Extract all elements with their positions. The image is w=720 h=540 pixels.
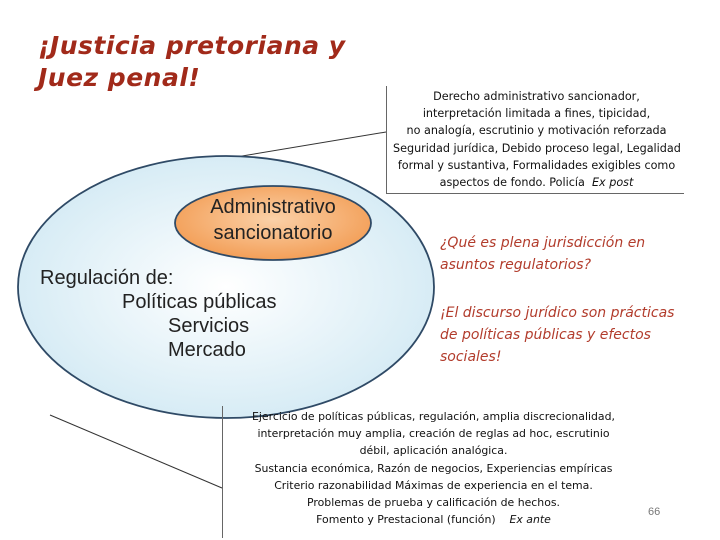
top-callout-box xyxy=(386,86,684,194)
regulacion-item-mercado: Mercado xyxy=(168,339,246,361)
top-box-line-3: no analogía, escrutinio y motivación reforzada xyxy=(406,124,667,138)
slide-title xyxy=(38,30,398,94)
question2-line-2: de políticas públicas y efectos xyxy=(440,327,651,343)
bottom-box-ex-ante: Ex ante xyxy=(509,513,551,527)
question1-line-1: ¿Qué es plena jurisdicción en xyxy=(440,235,646,251)
connector-top xyxy=(230,132,386,158)
bottom-box-line-5: Criterio razonabilidad Máximas de experiencia en el tema. xyxy=(274,478,593,492)
regulacion-block xyxy=(40,266,330,362)
top-box-last-text: aspectos de fondo. Policía xyxy=(439,176,585,190)
question1-line-2: asuntos regulatorios? xyxy=(440,257,592,273)
regulacion-item-politicas: Políticas públicas xyxy=(122,291,277,313)
inner-label-line-1: Administrativo xyxy=(210,196,336,218)
page-number: 66 xyxy=(648,506,661,518)
bottom-callout-box xyxy=(222,406,640,538)
regulacion-item-servicios: Servicios xyxy=(168,315,250,337)
question-jurisdiccion xyxy=(440,232,720,276)
question2-line-1: ¡El discurso jurídico son prácticas xyxy=(440,305,675,321)
top-box-ex-post: Ex post xyxy=(591,176,634,190)
top-box-line-4: Seguridad jurídica, Debido proceso legal, Legalidad xyxy=(393,141,681,155)
question2-line-3: sociales! xyxy=(440,349,502,365)
statement-discurso xyxy=(440,302,720,368)
top-box-line-2: interpretación limitada a fines, tipicidad, xyxy=(422,107,651,121)
bottom-box-line-1: Ejercicio de políticas públicas, regulación, amplia discrecionalidad, xyxy=(252,410,615,423)
bottom-box-line-2: interpretación muy amplia, creación de reglas ad hoc, escrutinio xyxy=(257,427,610,441)
title-line-2: Juez penal! xyxy=(38,63,201,92)
inner-label-line-2: sancionatorio xyxy=(213,222,333,244)
regulacion-heading: Regulación de: xyxy=(40,267,174,289)
bottom-box-line-4: Sustancia económica, Razón de negocios, Experiencias empíricas xyxy=(254,461,613,475)
bottom-box-line-3: débil, aplicación analógica. xyxy=(359,444,508,458)
top-box-line-5: formal y sustantiva, Formalidades exigibles como xyxy=(397,158,676,172)
bottom-box-last-text: Fomento y Prestacional (función) xyxy=(316,513,496,527)
bottom-box-line-7 xyxy=(227,511,640,528)
top-box-line-6 xyxy=(393,174,680,191)
inner-ellipse-label xyxy=(178,194,368,246)
bottom-box-line-6: Problemas de prueba y calificación de hechos. xyxy=(307,496,560,510)
connector-bottom xyxy=(50,415,222,488)
title-line-1: ¡Justicia pretoriana y xyxy=(38,31,346,60)
top-box-line-1: Derecho administrativo sancionador, xyxy=(433,90,640,103)
